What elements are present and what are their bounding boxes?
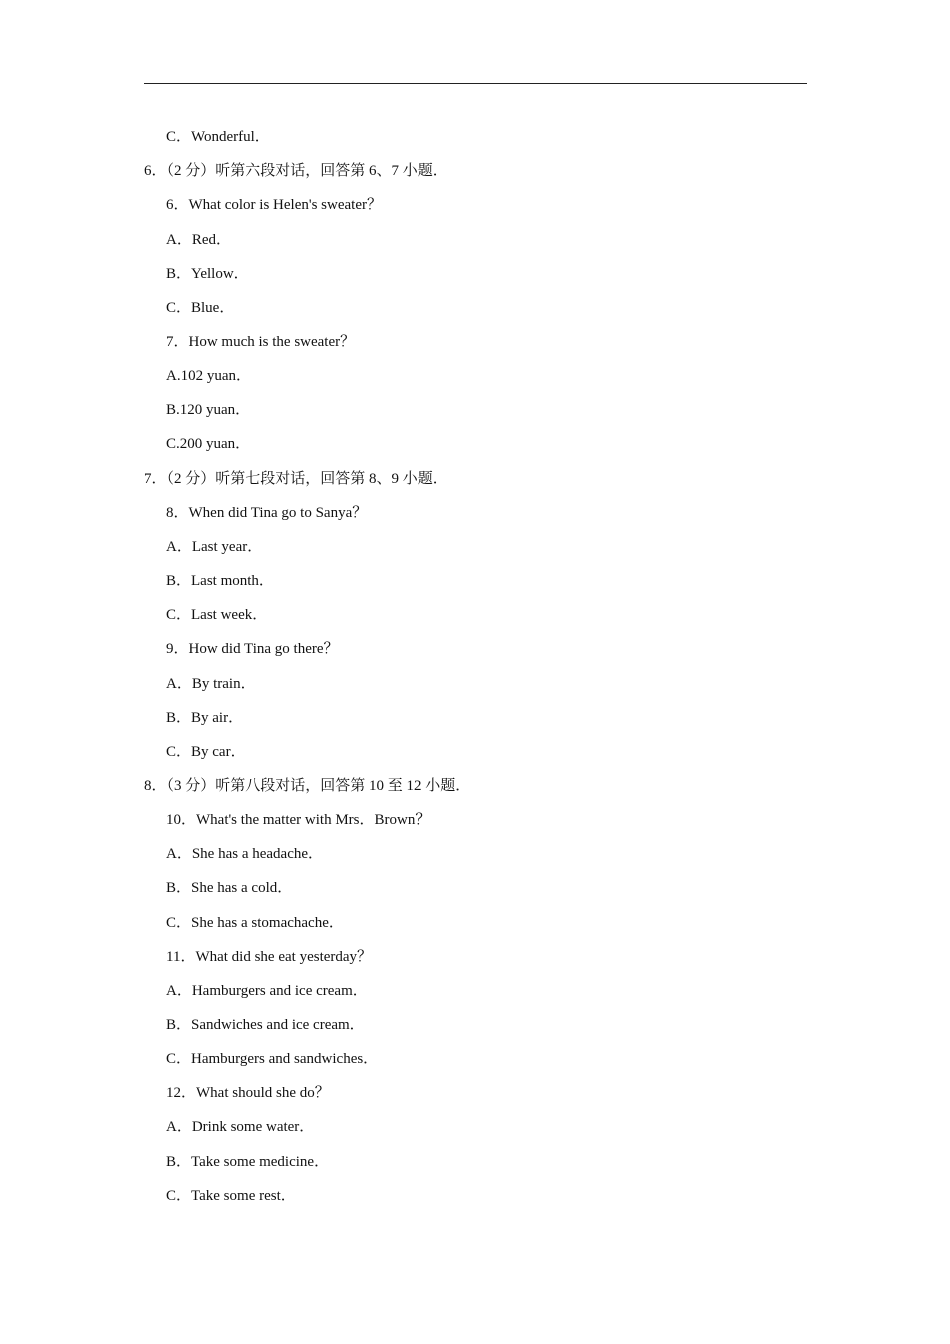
option-7c: C.200 yuan．	[166, 436, 251, 452]
option-7a: A.102 yuan．	[166, 368, 251, 384]
option-7b: B.120 yuan．	[166, 402, 251, 418]
option-8b: B．Last month．	[166, 573, 274, 589]
subquestion-6: 6．What color is Helen's sweater？	[166, 197, 382, 213]
option-10c: C．She has a stomachache．	[166, 915, 344, 931]
option-10b: B．She has a cold．	[166, 880, 293, 896]
option-12c: C．Take some rest．	[166, 1188, 296, 1204]
question-6-heading: 6．（2 分）听第六段对话，回答第 6、7 小题．	[144, 163, 448, 179]
option-8a: A．Last year．	[166, 539, 263, 555]
question-8-heading: 8．（3 分）听第八段对话，回答第 10 至 12 小题．	[144, 778, 471, 794]
option-11a: A．Hamburgers and ice cream．	[166, 983, 368, 999]
option-12b: B．Take some medicine．	[166, 1154, 330, 1170]
option-6b: B．Yellow．	[166, 266, 249, 282]
option-12a: A．Drink some water．	[166, 1119, 315, 1135]
subquestion-9: 9．How did Tina go there？	[166, 641, 339, 657]
option-11c: C．Hamburgers and sandwiches．	[166, 1051, 379, 1067]
header-rule	[144, 83, 807, 84]
question-7-heading: 7．（2 分）听第七段对话，回答第 8、9 小题．	[144, 471, 448, 487]
subquestion-8: 8．When did Tina go to Sanya？	[166, 505, 368, 521]
option-10a: A．She has a headache．	[166, 846, 324, 862]
option-6a: A．Red．	[166, 232, 231, 248]
subquestion-11: 11．What did she eat yesterday？	[166, 949, 373, 965]
option-8c: C．Last week．	[166, 607, 268, 623]
option-11b: B．Sandwiches and ice cream．	[166, 1017, 365, 1033]
option-c-wonderful: C．Wonderful．	[166, 129, 270, 145]
option-6c: C．Blue．	[166, 300, 235, 316]
subquestion-12: 12．What should she do？	[166, 1085, 330, 1101]
option-9b: B．By air．	[166, 710, 244, 726]
option-9c: C．By car．	[166, 744, 246, 760]
subquestion-7: 7．How much is the sweater？	[166, 334, 356, 350]
subquestion-10: 10．What's the matter with Mrs．Brown？	[166, 812, 431, 828]
option-9a: A．By train．	[166, 676, 256, 692]
